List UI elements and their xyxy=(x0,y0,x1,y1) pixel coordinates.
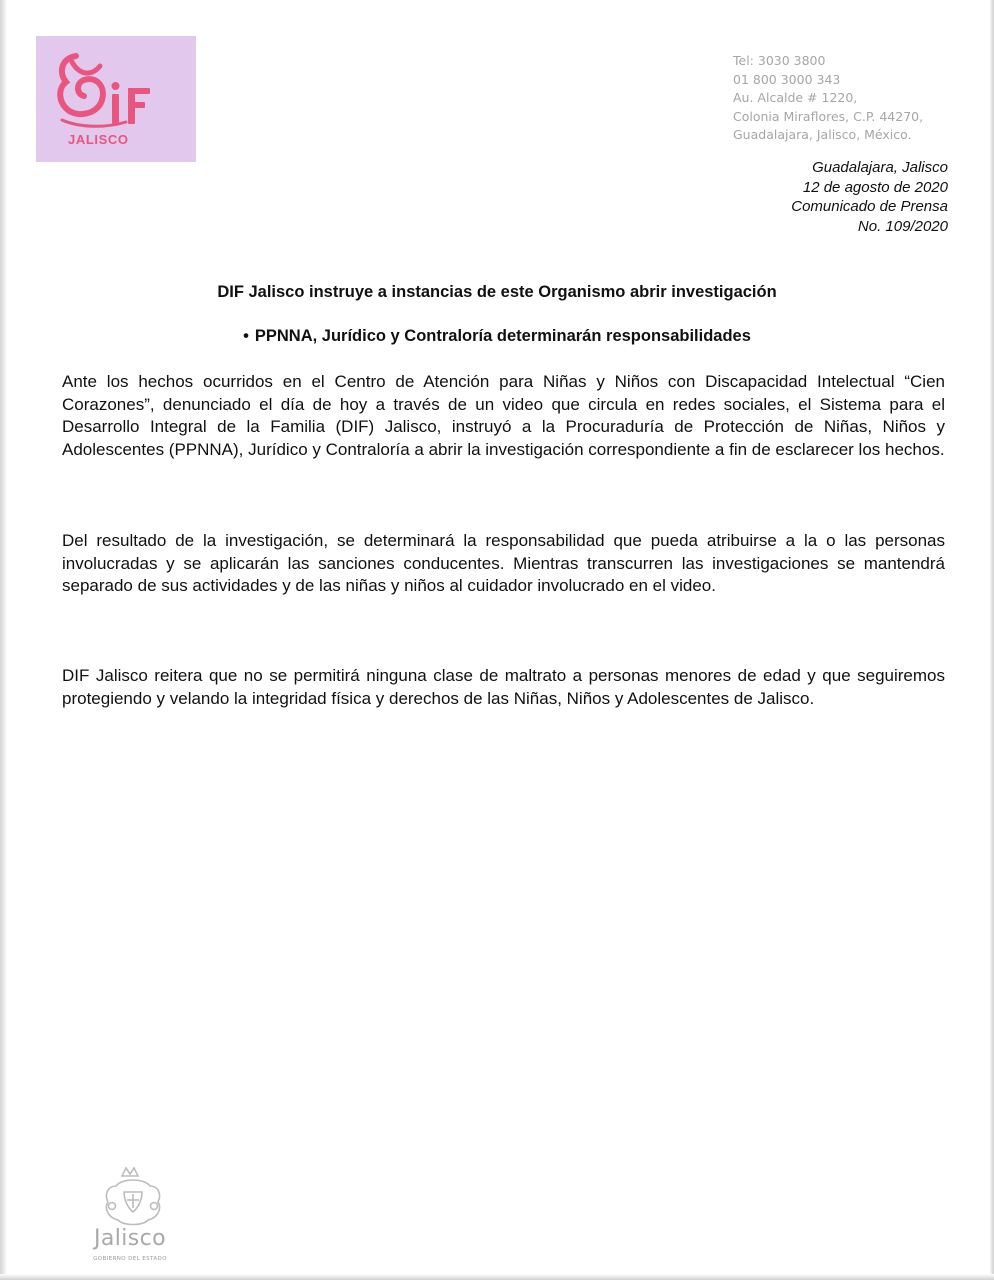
body-paragraph-1: Ante los hechos ocurridos en el Centro de Atención para Niñas y Niños con Discapacidad Intelectual “Cien Corazones”, denunciado el día de hoy a través de un video que circula en redes sociales, el Sistema para el Desarrollo Integral de la Familia (DIF) Jalisco, instruyó a la Procuraduría de Protección de Niñas, Niños y Adolescentes (PPNNA), Jurídico y Contraloría a abrir la investigación correspondiente a fin de esclarecer los hechos. xyxy=(62,372,945,459)
page-edge-bottom xyxy=(0,1274,994,1280)
page-edge-left xyxy=(0,0,6,1280)
contact-street: Au. Alcalde # 1220, xyxy=(733,90,858,106)
header-date: 12 de agosto de 2020 xyxy=(802,178,948,196)
contact-toll-free: 01 800 3000 343 xyxy=(733,71,841,87)
body-paragraph-3: DIF Jalisco reitera que no se permitirá ninguna clase de maltrato a personas menores de edad y que seguiremos protegiendo y velando la integridad física y derechos de las Niñas, Niños y Adolescentes de Jalisco. xyxy=(62,666,945,708)
footer-brand: Jalisco xyxy=(93,1226,166,1251)
press-subheadline xyxy=(0,327,994,346)
contact-block xyxy=(733,52,923,145)
footer-brand-sub: GOBIERNO DEL ESTADO xyxy=(93,1256,167,1262)
contact-phone: Tel: 3030 3800 xyxy=(733,53,826,68)
body-paragraph-2: Del resultado de la investigación, se determinará la responsabilidad que pueda atribuirse a la o las personas involucradas y se aplicarán las sanciones conducentes. Mientras transcurren las investigaciones se mantendrá separado de sus actividades y de las niñas y niños al cuidador involucrado en el video. xyxy=(62,531,945,595)
bullet-icon: • xyxy=(243,327,249,345)
document-header xyxy=(791,158,948,236)
subheadline-text: PPNNA, Jurídico y Contraloría determinarán responsabilidades xyxy=(254,327,751,345)
header-place: Guadalajara, Jalisco xyxy=(812,159,948,176)
contact-city: Guadalajara, Jalisco, México. xyxy=(733,127,912,143)
header-doc-type: Comunicado de Prensa xyxy=(791,198,948,215)
press-headline: DIF Jalisco instruye a instancias de este Organismo abrir investigación xyxy=(217,283,777,301)
logo-subtitle: JALISCO xyxy=(68,132,129,147)
dif-jalisco-logo xyxy=(36,36,196,162)
contact-colony: Colonia Miraflores, C.P. 44270, xyxy=(733,108,924,124)
header-number: No. 109/2020 xyxy=(857,217,948,235)
page-edge-right xyxy=(990,0,994,1280)
